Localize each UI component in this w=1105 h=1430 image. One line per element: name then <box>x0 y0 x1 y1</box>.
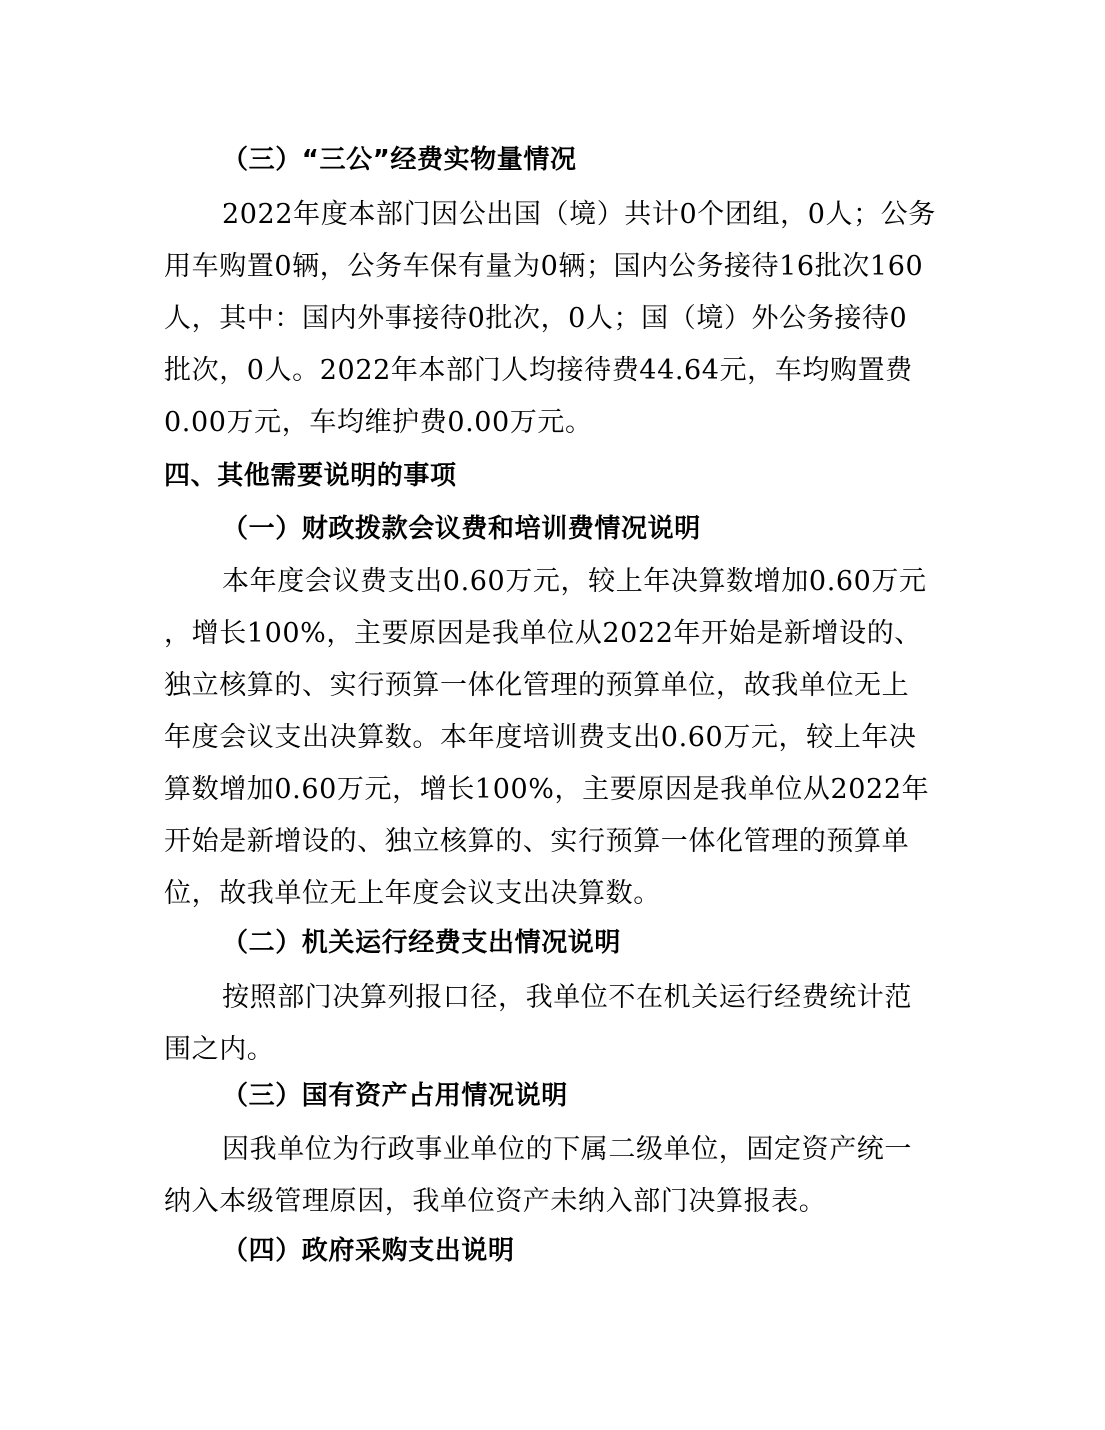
paragraph-line: 按照部门决算列报口径，我单位不在机关运行经费统计范 <box>222 982 912 1013</box>
paragraph-line: 本年度会议费支出0.60万元，较上年决算数增加0.60万元 <box>222 566 927 597</box>
paragraph-line: 用车购置0辆，公务车保有量为0辆；国内公务接待16批次160 <box>164 251 924 282</box>
section-heading-other-matters: 四、其他需要说明的事项 <box>164 461 457 491</box>
paragraph-line: 算数增加0.60万元，增长100%，主要原因是我单位从2022年 <box>164 774 930 805</box>
paragraph-line: 人，其中：国内外事接待0批次，0人；国（境）外公务接待0 <box>164 303 908 334</box>
paragraph-line: ，增长100%，主要原因是我单位从2022年开始是新增设的、 <box>164 618 922 649</box>
paragraph-line: 因我单位为行政事业单位的下属二级单位，固定资产统一 <box>222 1134 912 1165</box>
paragraph-line: 2022年度本部门因公出国（境）共计0个团组，0人；公务 <box>222 199 936 230</box>
paragraph-line: 围之内。 <box>164 1034 275 1065</box>
paragraph-line: 0.00万元，车均维护费0.00万元。 <box>164 407 593 438</box>
subsection-heading-agency-operating: （二）机关运行经费支出情况说明 <box>222 928 622 958</box>
subsection-heading-meeting-training: （一）财政拨款会议费和培训费情况说明 <box>222 514 701 544</box>
paragraph-line: 年度会议支出决算数。本年度培训费支出0.60万元，较上年决 <box>164 722 917 753</box>
paragraph-line: 独立核算的、实行预算一体化管理的预算单位，故我单位无上 <box>164 670 910 701</box>
subsection-heading-government-procurement: （四）政府采购支出说明 <box>222 1236 515 1266</box>
paragraph-line: 位，故我单位无上年度会议支出决算数。 <box>164 878 661 909</box>
paragraph-line: 开始是新增设的、独立核算的、实行预算一体化管理的预算单 <box>164 826 910 857</box>
paragraph-line: 纳入本级管理原因，我单位资产未纳入部门决算报表。 <box>164 1186 827 1217</box>
paragraph-line: 批次，0人。2022年本部门人均接待费44.64元，车均购置费 <box>164 355 913 386</box>
section-heading-three-public-expenses: （三）“三公”经费实物量情况 <box>222 145 577 175</box>
subsection-heading-state-assets: （三）国有资产占用情况说明 <box>222 1081 568 1111</box>
